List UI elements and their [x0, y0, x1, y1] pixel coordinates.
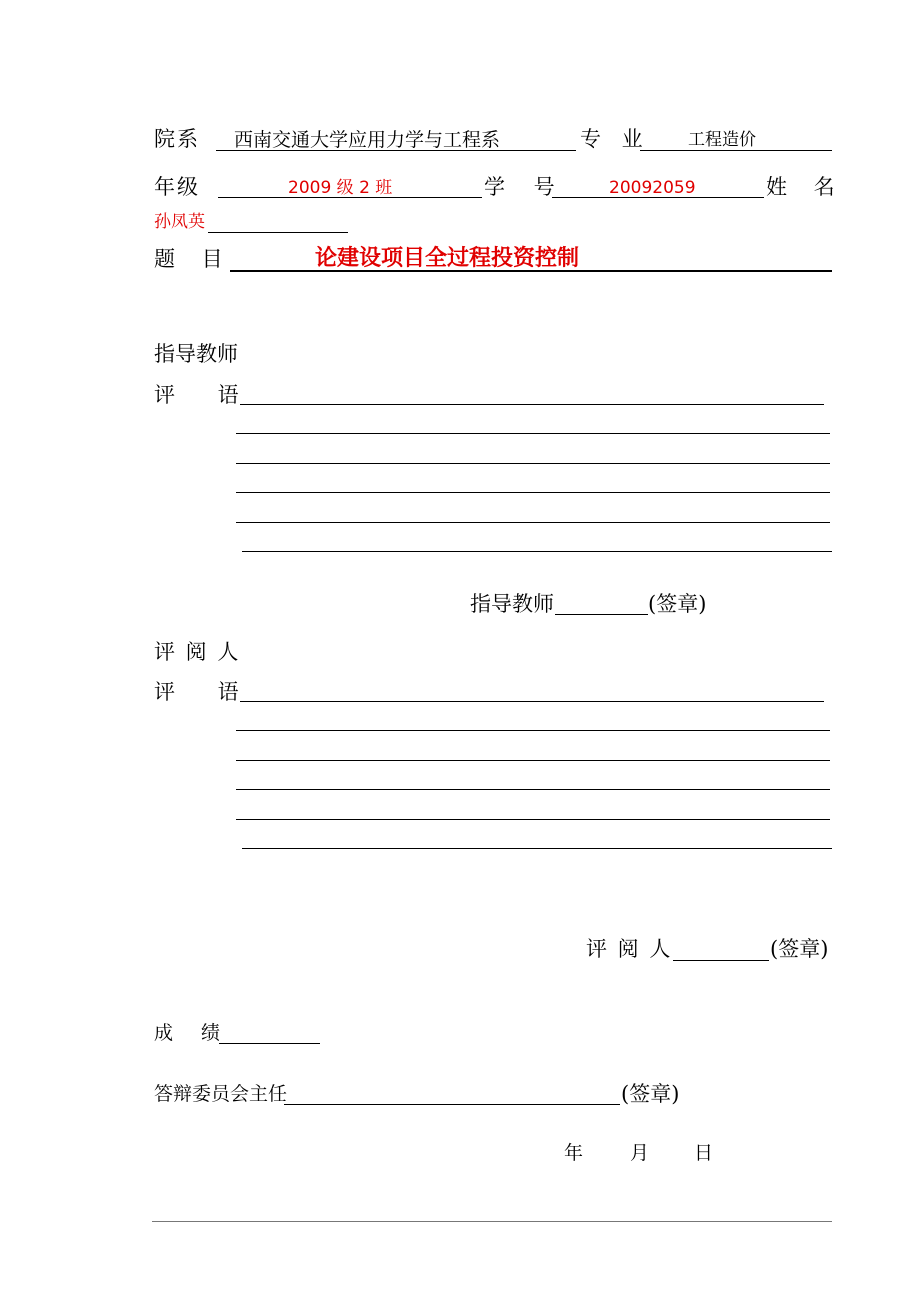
- topic-value[interactable]: 论建设项目全过程投资控制: [315, 246, 580, 271]
- advisor-comment-line-5[interactable]: [236, 522, 830, 523]
- name-value[interactable]: 孙凤英: [154, 212, 205, 232]
- advisor-signature-suffix: (签章): [648, 592, 707, 616]
- major-underline: [640, 150, 832, 151]
- advisor-comment-line-6[interactable]: [242, 551, 832, 552]
- date-year-label: 年: [564, 1142, 584, 1164]
- advisor-comment-line-1[interactable]: [240, 404, 824, 405]
- date-month-label: 月: [630, 1142, 650, 1164]
- advisor-heading: 指导教师: [154, 342, 238, 366]
- grade-value[interactable]: 2009 级 2 班: [288, 178, 393, 198]
- reviewer-comment-line-5[interactable]: [236, 819, 830, 820]
- reviewer-comment-line-1[interactable]: [240, 701, 824, 702]
- student-id-label: 学 号: [484, 175, 555, 199]
- advisor-comment-line-4[interactable]: [236, 492, 830, 493]
- reviewer-signature-suffix: (签章): [770, 937, 829, 961]
- reviewer-comment-line-6[interactable]: [242, 848, 832, 849]
- score-label: 成 绩: [154, 1022, 221, 1044]
- score-underline[interactable]: [219, 1043, 320, 1044]
- advisor-comment-line-3[interactable]: [236, 463, 830, 464]
- reviewer-comment-line-3[interactable]: [236, 760, 830, 761]
- dept-value[interactable]: 西南交通大学应用力学与工程系: [234, 129, 501, 151]
- dept-label: 院系: [154, 127, 200, 151]
- reviewer-heading: 评 阅 人: [154, 640, 239, 664]
- reviewer-signature-line[interactable]: [673, 960, 769, 961]
- committee-label: 答辩委员会主任: [154, 1083, 288, 1105]
- major-value[interactable]: 工程造价: [688, 130, 756, 150]
- footer-rule: [152, 1221, 832, 1222]
- advisor-comment-label: 评 语: [154, 383, 239, 407]
- committee-suffix: (签章): [621, 1082, 680, 1106]
- advisor-signature-line[interactable]: [555, 614, 648, 615]
- advisor-signature-label: 指导教师: [470, 592, 554, 616]
- student-id-value[interactable]: 20092059: [609, 178, 696, 198]
- reviewer-comment-line-2[interactable]: [236, 730, 830, 731]
- reviewer-comment-label: 评 语: [154, 680, 239, 704]
- grade-label: 年级: [154, 175, 200, 199]
- topic-label: 题 目: [154, 247, 223, 271]
- reviewer-signature-label: 评 阅 人: [586, 937, 671, 961]
- name-label: 姓 名: [766, 175, 835, 199]
- name-underline: [208, 232, 348, 233]
- reviewer-comment-line-4[interactable]: [236, 789, 830, 790]
- committee-underline[interactable]: [284, 1104, 620, 1105]
- advisor-comment-line-2[interactable]: [236, 433, 830, 434]
- major-label: 专 业: [580, 127, 643, 151]
- date-day-label: 日: [694, 1142, 714, 1164]
